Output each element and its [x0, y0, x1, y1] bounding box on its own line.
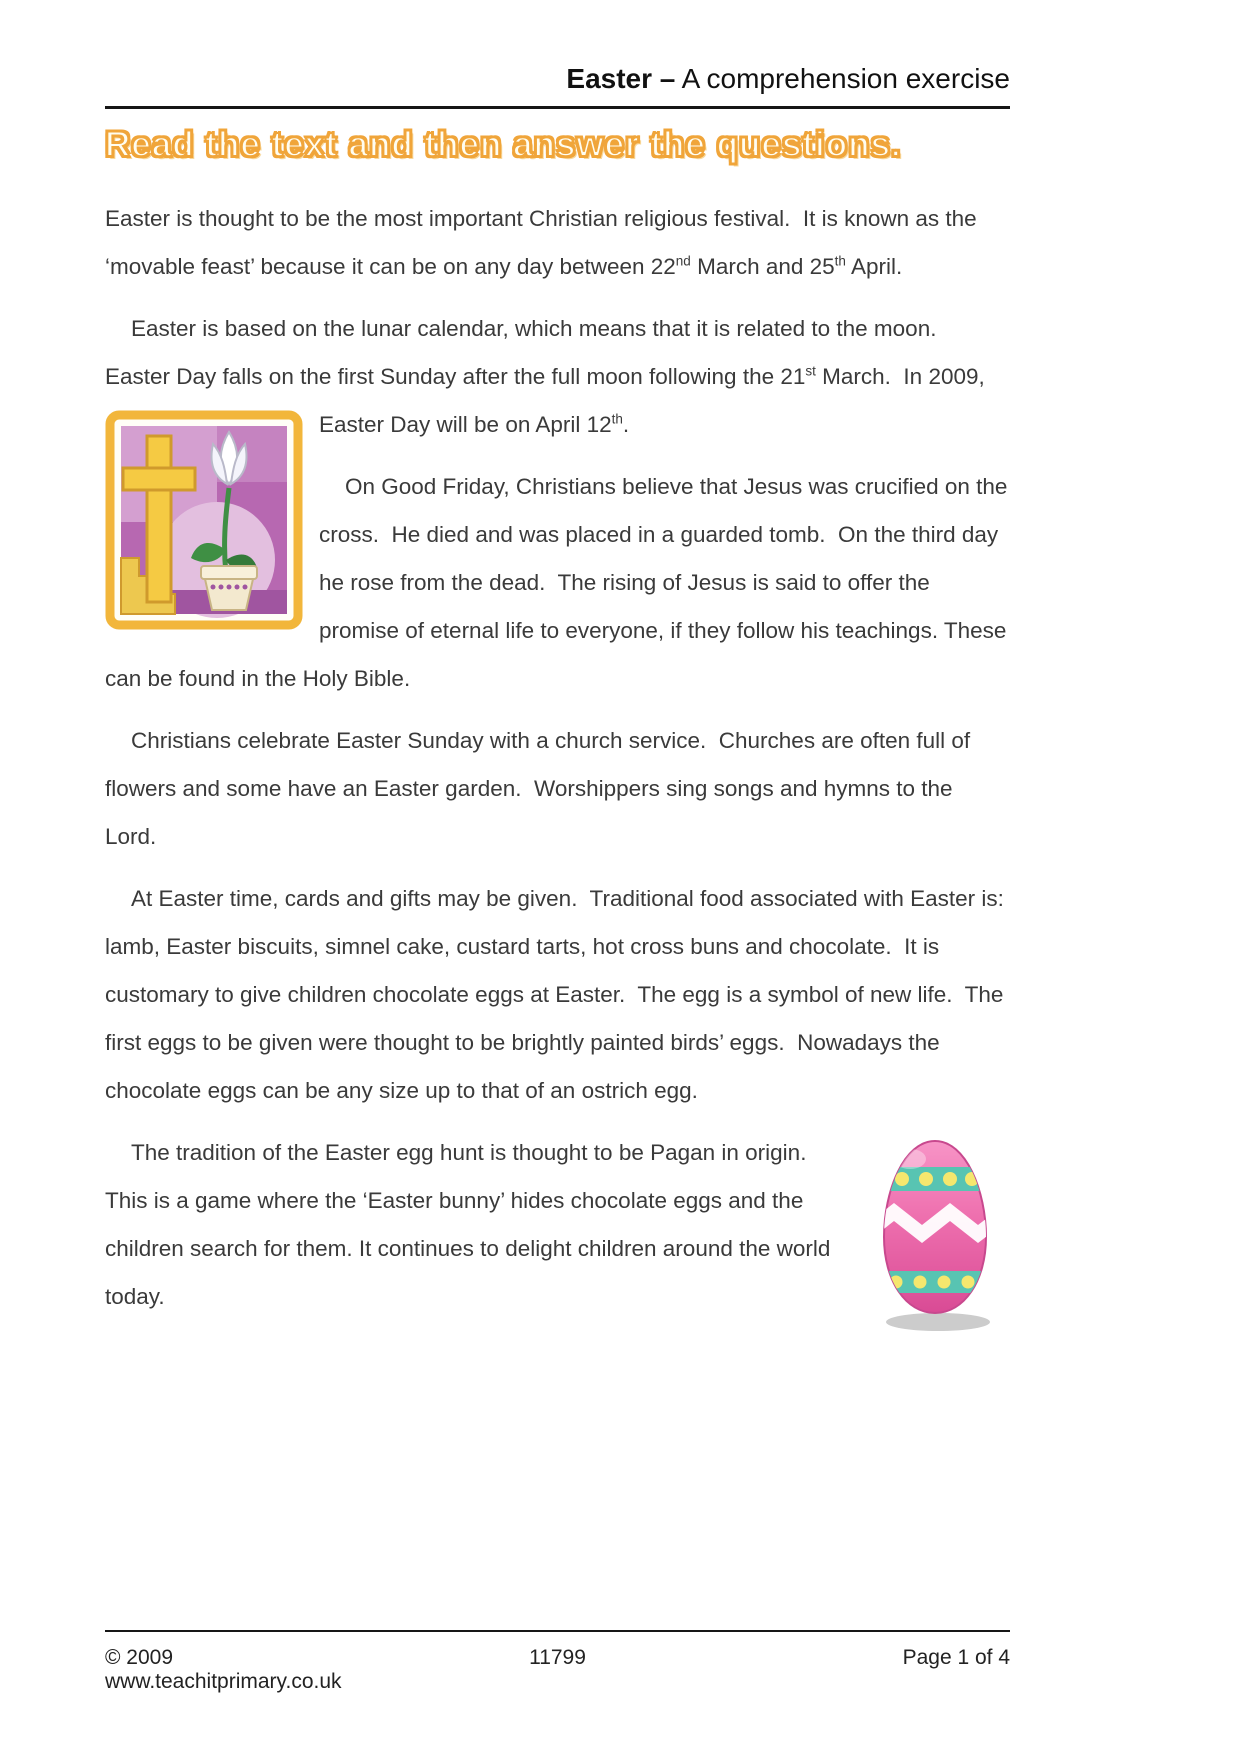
paragraph-6	[105, 1129, 1010, 1321]
doc-subtitle: A comprehension exercise	[675, 63, 1010, 94]
paragraph-1	[105, 195, 1010, 291]
superscript: th	[834, 253, 846, 269]
copyright-text: © 2009 www.teachitprimary.co.uk	[105, 1646, 342, 1693]
paragraph-5	[105, 875, 1010, 1115]
text-run: On Good Friday, Christians believe that Jesus was crucified on the cross. He died and was placed in a guarded tomb. On the third day he rose from the dead. The rising of Jesus is said to offer the promise of eternal life to everyone, if they follow his teachings. These can be found in the Holy Bible.	[105, 474, 1014, 691]
decorated-easter-egg-illustration	[860, 1133, 1010, 1338]
article-body	[105, 195, 1014, 1321]
text-run: At Easter time, cards and gifts may be given. Traditional food associated with Easter is: lamb, Easter biscuits, simnel cake, custard tarts, hot cross buns and chocolate. It is customary to give children chocolate eggs at Easter. The egg is a symbol of new life. The first eggs to be given were thought to be brightly painted birds’ eggs. Nowadays the chocolate eggs can be any size up to that of an ostrich egg.	[105, 886, 1011, 1103]
paragraph-4	[105, 717, 1010, 861]
footer-row	[105, 1646, 1010, 1694]
superscript: st	[805, 363, 816, 379]
cross-and-lily-illustration	[105, 305, 303, 630]
document-id: 11799	[529, 1646, 586, 1669]
text-run: March. In 2009, Easter Day will be on April 12	[319, 364, 992, 437]
paragraph-2	[105, 305, 1010, 449]
footer-rule	[105, 1630, 1010, 1632]
text-run: Easter is thought to be the most important Christian religious festival. It is known as the ‘movable feast’ because it can be on any day between 22	[105, 206, 983, 279]
page-number: Page 1 of 4	[902, 1646, 1011, 1669]
text-run: Christians celebrate Easter Sunday with a church service. Churches are often full of flowers and some have an Easter garden. Worshippers sing songs and hymns to the Lord.	[105, 728, 977, 849]
document-header	[105, 0, 1010, 96]
page-footer	[105, 1630, 1010, 1694]
page-content	[105, 0, 1014, 1338]
superscript: nd	[675, 253, 691, 269]
header-rule	[105, 106, 1010, 109]
superscript: th	[611, 411, 623, 427]
doc-title: Easter –	[566, 63, 676, 94]
instruction-heading: Read the text and then answer the questions.	[105, 125, 902, 164]
text-run: April.	[845, 254, 903, 279]
text-run: .	[622, 412, 630, 437]
text-run: Easter is based on the lunar calendar, which means that it is related to the moon. Easter Day falls on the first Sunday after the full moon following the 21	[105, 316, 949, 389]
text-run: The tradition of the Easter egg hunt is thought to be Pagan in origin. This is a game where the ‘Easter bunny’ hides chocolate eggs and the children search for them. It continues to delight children around the world today.	[105, 1140, 837, 1309]
text-run: March and 25	[690, 254, 835, 279]
